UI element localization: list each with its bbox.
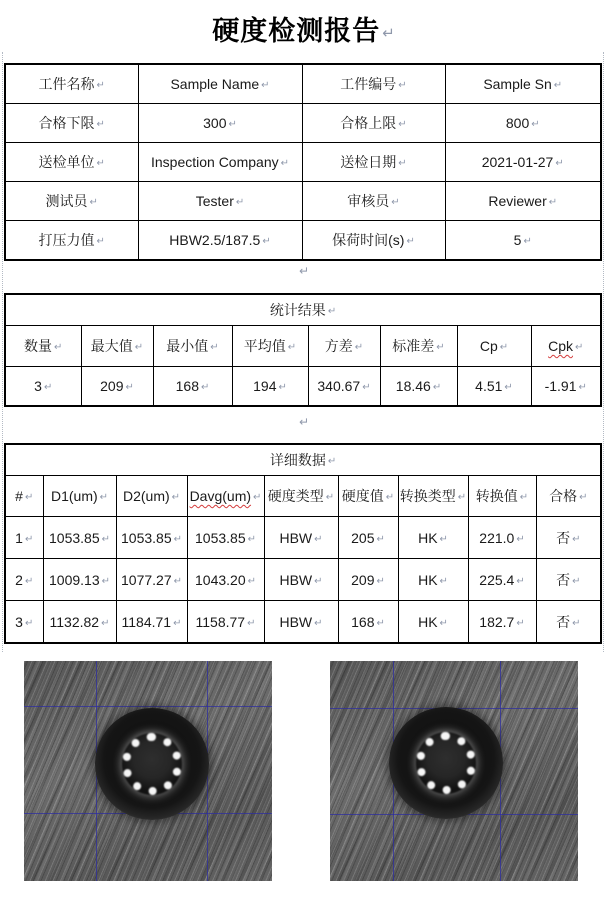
table-row (5, 182, 601, 221)
data-cell: HK ↵ (398, 601, 468, 644)
table-row (5, 294, 601, 326)
column-header: 标准差 ↵ (380, 326, 457, 367)
data-cell: 3 ↵ (5, 367, 81, 407)
paragraph-mark-icon: ↵ (439, 575, 448, 587)
paragraph-mark-icon: ↵ (247, 533, 256, 545)
paragraph-mark-icon: ↵ (235, 197, 245, 208)
data-cell: 168 ↵ (338, 601, 398, 644)
paragraph-mark-icon: ↵ (247, 575, 256, 587)
paragraph-mark-icon: ↵ (125, 382, 134, 393)
paragraph-mark-icon: ↵ (504, 382, 513, 393)
indentation-micrograph-1 (24, 661, 272, 881)
data-cell: 182.7 ↵ (468, 601, 536, 644)
field-label: 工件编号 ↵ (302, 64, 445, 104)
paragraph-mark-icon: ↵ (228, 119, 237, 130)
data-cell: 1158.77 ↵ (187, 601, 264, 644)
paragraph-mark-icon: ↵ (354, 342, 364, 353)
indentation-micrograph-2 (330, 661, 578, 881)
column-header: 方差 ↵ (308, 326, 380, 367)
table-row (5, 559, 601, 601)
paragraph-mark-icon: ↵ (436, 342, 445, 353)
data-cell: 225.4 ↵ (468, 559, 536, 601)
field-value: 800 ↵ (445, 104, 601, 143)
paragraph-mark-icon: ↵ (499, 342, 509, 353)
data-cell: 4.51 ↵ (457, 367, 531, 407)
paragraph-mark-icon: ↵ (327, 456, 337, 467)
table-row (5, 444, 601, 476)
paragraph-mark-icon: ↵ (376, 617, 385, 629)
field-label: 送检日期 ↵ (302, 143, 445, 182)
table-row (5, 476, 601, 517)
paragraph-mark-icon: ↵ (173, 533, 182, 545)
column-header: 转换类型 ↵ (398, 476, 468, 517)
section-title: 详细数据 ↵ (5, 444, 601, 476)
paragraph-mark-icon: ↵ (391, 197, 400, 208)
paragraph-mark-icon: ↵ (171, 492, 181, 503)
paragraph-mark-icon: ↵ (96, 236, 105, 247)
paragraph-mark-icon: ↵ (376, 533, 385, 545)
data-cell: 1053.85 ↵ (187, 517, 264, 559)
column-header: 合格 ↵ (536, 476, 601, 517)
section-title: 统计结果 ↵ (5, 294, 601, 326)
paragraph-mark-icon: ↵ (89, 197, 98, 208)
data-cell: 168 ↵ (153, 367, 232, 407)
paragraph-mark-icon: ↵ (572, 617, 581, 629)
paragraph-mark-icon: ↵ (247, 617, 256, 629)
table-row (5, 104, 601, 143)
paragraph-mark-icon: ↵ (439, 533, 448, 545)
data-cell: 1184.71 ↵ (116, 601, 187, 644)
led-reflection-ring (416, 732, 476, 794)
paragraph-mark-icon: ↵ (173, 575, 182, 587)
paragraph-mark-icon: ↵ (210, 342, 219, 353)
paragraph-mark-icon: ↵ (385, 492, 395, 503)
data-cell: 18.46 ↵ (380, 367, 457, 407)
paragraph-mark-icon: ↵ (382, 25, 396, 42)
data-cell: 209 ↵ (338, 559, 398, 601)
paragraph-mark-icon: ↵ (298, 264, 310, 278)
paragraph-mark-icon: ↵ (314, 575, 323, 587)
data-cell: -1.91 ↵ (531, 367, 601, 407)
table-row (5, 326, 601, 367)
paragraph-mark-icon: ↵ (101, 575, 110, 587)
paragraph-mark-icon: ↵ (96, 119, 105, 130)
column-header: D1(um) ↵ (43, 476, 116, 517)
paragraph-mark-icon: ↵ (253, 492, 262, 503)
paragraph-mark-icon: ↵ (54, 342, 63, 353)
column-header: 转换值 ↵ (468, 476, 536, 517)
table-row (5, 64, 601, 104)
field-value: Tester ↵ (138, 182, 302, 221)
paragraph-mark-icon: ↵ (24, 533, 34, 545)
paragraph-mark-icon: ↵ (314, 533, 323, 545)
field-value: HBW2.5/187.5 ↵ (138, 221, 302, 261)
paragraph-mark-icon: ↵ (327, 306, 337, 317)
paragraph-mark-icon: ↵ (362, 382, 371, 393)
data-cell: 221.0 ↵ (468, 517, 536, 559)
page-title-text: 硬度检测报告 (212, 16, 381, 46)
column-header: Cpk ↵ (531, 326, 601, 367)
paragraph-mark-icon: ↵ (553, 80, 563, 91)
paragraph-mark-icon: ↵ (298, 415, 310, 429)
column-header: 最大值 ↵ (81, 326, 153, 367)
paragraph-mark-icon: ↵ (516, 575, 525, 587)
paragraph-mark-icon: ↵ (262, 236, 271, 247)
paragraph-mark-icon: ↵ (101, 617, 110, 629)
paragraph-mark-icon: ↵ (516, 617, 525, 629)
paragraph-mark-icon: ↵ (519, 492, 529, 503)
paragraph-mark-icon: ↵ (376, 575, 385, 587)
data-cell: 209 ↵ (81, 367, 153, 407)
paragraph-mark-icon: ↵ (398, 80, 407, 91)
data-cell: 3 ↵ (5, 601, 43, 644)
field-label: 合格上限 ↵ (302, 104, 445, 143)
paragraph-mark-icon: ↵ (96, 80, 105, 91)
paragraph-mark-icon: ↵ (99, 492, 109, 503)
field-value: Sample Name ↵ (138, 64, 302, 104)
paragraph-mark-icon: ↵ (406, 236, 415, 247)
data-cell: 否 ↵ (536, 517, 601, 559)
paragraph-mark-icon: ↵ (548, 197, 558, 208)
paragraph-mark-icon: ↵ (325, 492, 335, 503)
column-header: 最小值 ↵ (153, 326, 232, 367)
data-cell: 205 ↵ (338, 517, 398, 559)
paragraph-mark-icon: ↵ (43, 382, 53, 393)
column-header: Davg(um) ↵ (187, 476, 264, 517)
column-header: # ↵ (5, 476, 43, 517)
field-label: 测试员 ↵ (5, 182, 138, 221)
data-cell: 否 ↵ (536, 559, 601, 601)
paragraph-mark-icon: ↵ (101, 533, 110, 545)
column-header: 数量 ↵ (5, 326, 81, 367)
data-cell: 194 ↵ (232, 367, 308, 407)
paragraph-mark-icon: ↵ (398, 119, 407, 130)
paragraph-mark-icon: ↵ (572, 533, 581, 545)
paragraph-mark-icon: ↵ (200, 382, 210, 393)
paragraph-mark-icon: ↵ (516, 533, 525, 545)
table-row (5, 517, 601, 559)
paragraph-mark-icon: ↵ (96, 158, 105, 169)
paragraph-mark-icon: ↵ (457, 492, 467, 503)
paragraph-mark-icon: ↵ (531, 119, 540, 130)
field-label: 打压力值 ↵ (5, 221, 138, 261)
field-label: 合格下限 ↵ (5, 104, 138, 143)
field-label: 送检单位 ↵ (5, 143, 138, 182)
detail-data-table (4, 443, 602, 644)
paragraph-mark-icon: ↵ (523, 236, 532, 247)
data-cell: 1132.82 ↵ (43, 601, 116, 644)
data-cell: 否 ↵ (536, 601, 601, 644)
column-header: 平均值 ↵ (232, 326, 308, 367)
column-header: D2(um) ↵ (116, 476, 187, 517)
data-cell: HBW ↵ (264, 559, 338, 601)
table-row (5, 367, 601, 407)
field-label: 工件名称 ↵ (5, 64, 138, 104)
statistics-table (4, 293, 602, 407)
paragraph-mark-icon: ↵ (555, 158, 564, 169)
field-value: Inspection Company ↵ (138, 143, 302, 182)
paragraph-mark-icon: ↵ (173, 617, 182, 629)
data-cell: 340.67 ↵ (308, 367, 380, 407)
data-cell: 1 ↵ (5, 517, 43, 559)
text-boundary-right (603, 52, 604, 652)
sample-info-table (4, 63, 602, 261)
paragraph-mark-icon: ↵ (579, 492, 588, 503)
field-value: Sample Sn ↵ (445, 64, 601, 104)
paragraph-mark-icon: ↵ (261, 80, 270, 91)
field-value: 2021-01-27 ↵ (445, 143, 601, 182)
paragraph-mark-icon: ↵ (24, 492, 34, 503)
paragraph-mark-icon: ↵ (314, 617, 323, 629)
data-cell: HBW ↵ (264, 601, 338, 644)
field-label: 保荷时间(s) ↵ (302, 221, 445, 261)
paragraph-mark-icon: ↵ (24, 575, 34, 587)
column-header: 硬度类型 ↵ (264, 476, 338, 517)
measurement-grid-line-horizontal-1 (24, 706, 272, 707)
data-cell: 1009.13 ↵ (43, 559, 116, 601)
data-cell: HBW ↵ (264, 517, 338, 559)
field-value: 300 ↵ (138, 104, 302, 143)
table-row (5, 143, 601, 182)
table-row (5, 601, 601, 644)
text-boundary-left (2, 52, 3, 652)
paragraph-mark-icon: ↵ (398, 158, 407, 169)
data-cell: 1053.85 ↵ (116, 517, 187, 559)
data-cell: 1053.85 ↵ (43, 517, 116, 559)
data-cell: HK ↵ (398, 559, 468, 601)
paragraph-mark-icon: ↵ (278, 382, 287, 393)
field-value: Reviewer ↵ (445, 182, 601, 221)
paragraph-mark-icon: ↵ (575, 342, 584, 353)
data-cell: 1077.27 ↵ (116, 559, 187, 601)
data-cell: 2 ↵ (5, 559, 43, 601)
page-title (0, 9, 608, 48)
paragraph-mark-icon: ↵ (572, 575, 581, 587)
led-reflection-ring (122, 733, 182, 795)
column-header: Cp ↵ (457, 326, 531, 367)
paragraph-mark-icon: ↵ (578, 382, 587, 393)
table-row (5, 221, 601, 261)
paragraph-mark-icon: ↵ (439, 617, 448, 629)
field-label: 审核员 ↵ (302, 182, 445, 221)
field-value: 5 ↵ (445, 221, 601, 261)
paragraph-mark-icon: ↵ (134, 342, 144, 353)
data-cell: 1043.20 ↵ (187, 559, 264, 601)
column-header: 硬度值 ↵ (338, 476, 398, 517)
paragraph-mark-icon: ↵ (280, 158, 290, 169)
data-cell: HK ↵ (398, 517, 468, 559)
paragraph-mark-icon: ↵ (287, 342, 297, 353)
paragraph-mark-icon: ↵ (24, 617, 34, 629)
paragraph-mark-icon: ↵ (432, 382, 442, 393)
